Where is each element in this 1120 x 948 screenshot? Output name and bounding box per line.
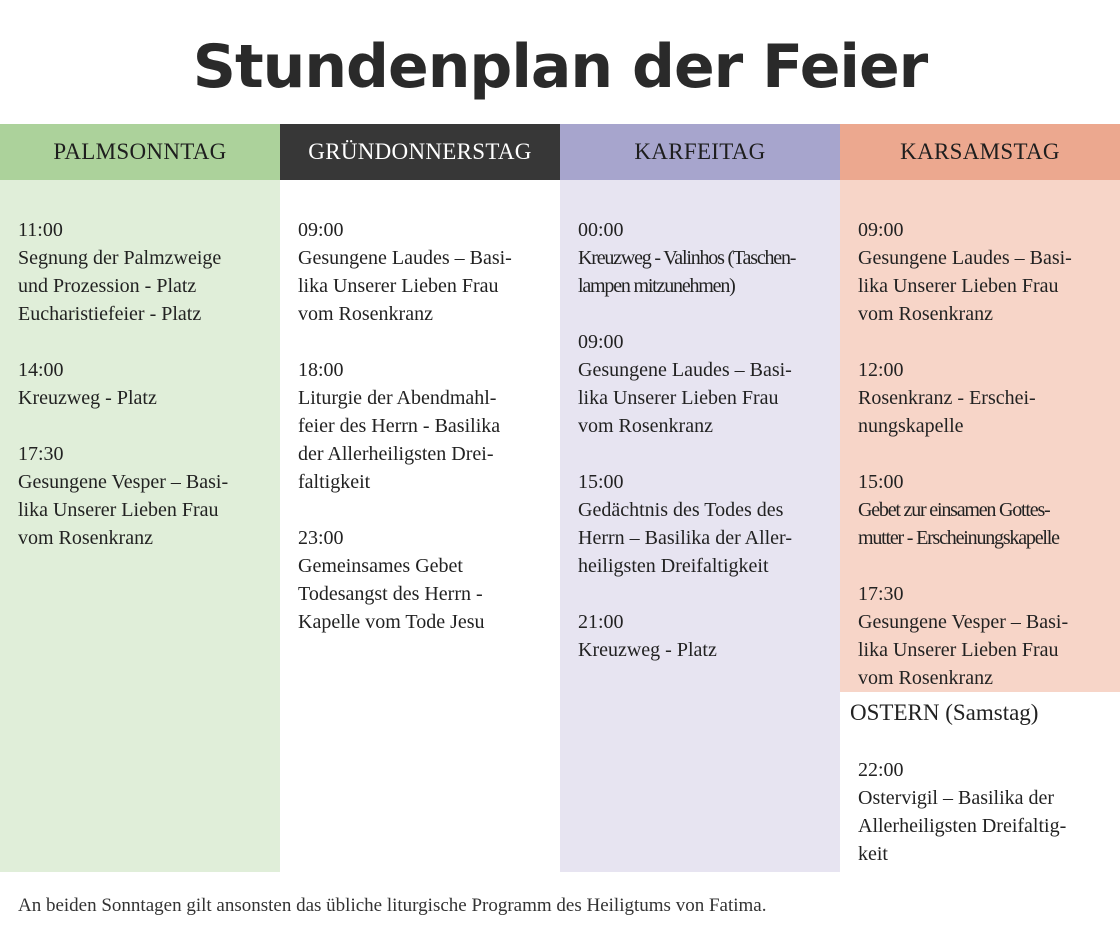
entry-description: Gesungene Laudes – Basi- lika Unserer Lieben Frau vom Rosenkranz <box>578 359 792 437</box>
entry-time: 12:00 <box>858 359 904 381</box>
column-header-karsamstag: KARSAMSTAG <box>840 124 1120 180</box>
schedule-entry <box>298 524 548 636</box>
entry-time: 17:30 <box>858 583 904 605</box>
entry-description: Gesungene Vesper – Basi- lika Unserer Lieben Frau vom Rosenkranz <box>858 611 1069 689</box>
entry-description: Liturgie der Abendmahl- feier des Herrn - Basilika der Allerheiligsten Drei- faltigkeit <box>298 387 501 493</box>
column-header-karfeitag: KARFEITAG <box>560 124 840 180</box>
schedule-entry <box>858 468 1108 552</box>
entry-description: Kreuzweg - Platz <box>578 639 717 661</box>
entry-time: 18:00 <box>298 359 344 381</box>
entry-time: 09:00 <box>578 331 624 353</box>
entry-time: 22:00 <box>858 759 904 781</box>
entry-description: Gebet zur einsamen Gottes- mutter - Erscheinungskapelle <box>858 499 1059 549</box>
entry-description: Kreuzweg - Platz <box>18 387 157 409</box>
column-karfeitag <box>560 124 840 872</box>
entry-description: Kreuzweg - Valinhos (Taschen- lampen mitzunehmen) <box>578 247 796 297</box>
entry-description: Gesungene Vesper – Basi- lika Unserer Lieben Frau vom Rosenkranz <box>18 471 229 549</box>
schedule-entry <box>18 216 268 328</box>
entry-time: 09:00 <box>858 219 904 241</box>
entry-time: 15:00 <box>858 471 904 493</box>
column-body-karfeitag <box>560 180 840 872</box>
entry-description: Segnung der Palmzweige und Prozession - Platz Eucharistiefeier - Platz <box>18 247 222 325</box>
footnote: An beiden Sonntagen gilt ansonsten das übliche liturgische Programm des Heiligtums von Fatima. <box>18 895 767 916</box>
schedule-entry <box>578 216 828 300</box>
entry-description: Gesungene Laudes – Basi- lika Unserer Lieben Frau vom Rosenkranz <box>858 247 1072 325</box>
easter-entry <box>858 756 1108 868</box>
column-body-gruendonnerstag <box>280 180 560 872</box>
column-header-gruendonnerstag: GRÜNDONNERSTAG <box>280 124 560 180</box>
entry-time: 17:30 <box>18 443 64 465</box>
column-gruendonnerstag <box>280 124 560 872</box>
schedule-entry <box>858 580 1108 692</box>
entry-time: 23:00 <box>298 527 344 549</box>
entry-time: 21:00 <box>578 611 624 633</box>
page-title: Stundenplan der Feier <box>192 32 928 102</box>
column-karsamstag <box>840 124 1120 692</box>
entry-description: Ostervigil – Basilika der Allerheiligsten Dreifaltig- keit <box>858 787 1067 865</box>
entry-time: 15:00 <box>578 471 624 493</box>
entry-description: Gedächtnis des Todes des Herrn – Basilika der Aller- heiligsten Dreifaltigkeit <box>578 499 792 577</box>
schedule-entry <box>18 440 268 552</box>
schedule-entry <box>578 468 828 580</box>
entry-description: Gemeinsames Gebet Todesangst des Herrn - Kapelle vom Tode Jesu <box>298 555 485 633</box>
schedule-entry <box>578 328 828 440</box>
schedule-entry <box>298 356 548 496</box>
entry-time: 11:00 <box>18 219 63 241</box>
column-body-karsamstag <box>840 180 1120 692</box>
schedule-entry <box>298 216 548 328</box>
entry-time: 09:00 <box>298 219 344 241</box>
schedule-entry <box>858 356 1108 440</box>
column-palmsonntag <box>0 124 280 872</box>
easter-heading: OSTERN (Samstag) <box>850 700 1039 725</box>
schedule-entry <box>578 608 828 664</box>
entry-description: Rosenkranz - Erschei- nungskapelle <box>858 387 1036 437</box>
column-body-palmsonntag <box>0 180 280 872</box>
entry-time: 14:00 <box>18 359 64 381</box>
column-header-palmsonntag: PALMSONNTAG <box>0 124 280 180</box>
schedule-entry <box>18 356 268 412</box>
entry-description: Gesungene Laudes – Basi- lika Unserer Lieben Frau vom Rosenkranz <box>298 247 512 325</box>
entry-time: 00:00 <box>578 219 624 241</box>
schedule-entry <box>858 216 1108 328</box>
